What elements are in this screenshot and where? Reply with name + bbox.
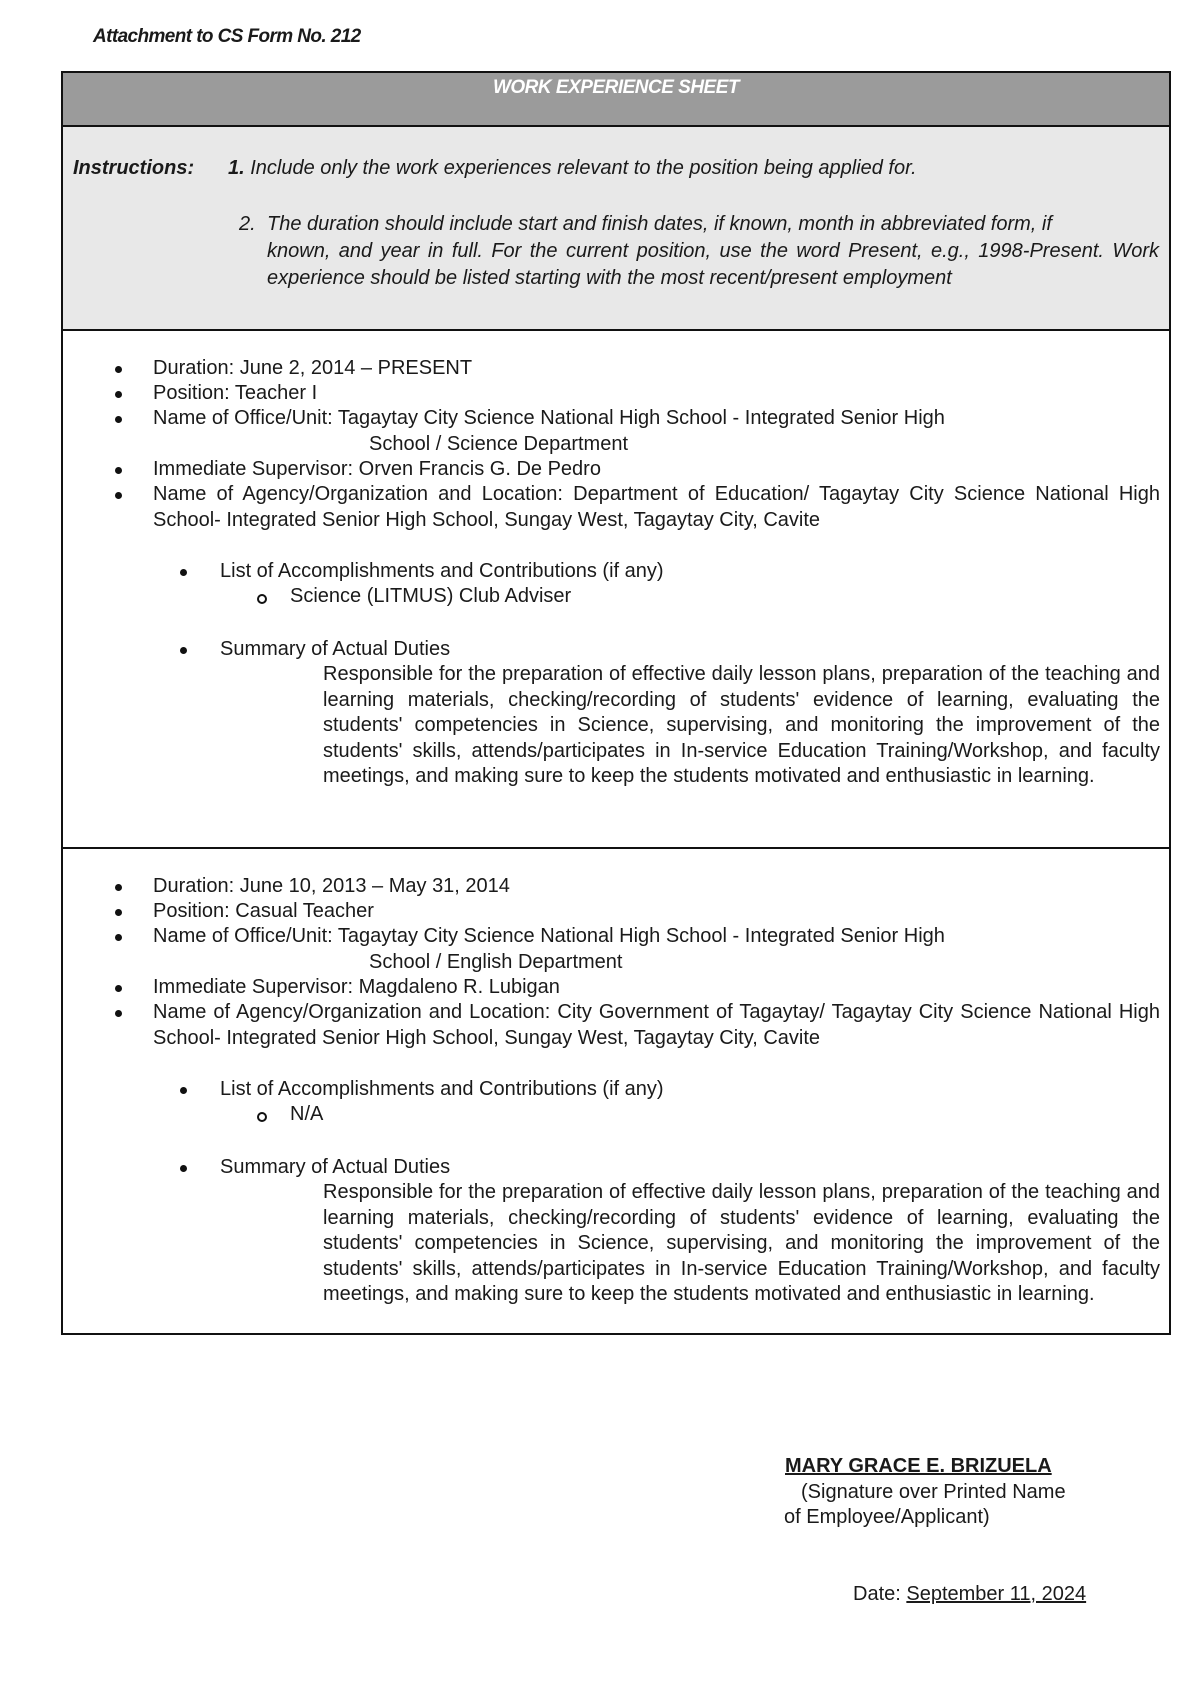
- bullet-icon: [115, 934, 122, 941]
- accomplishment-text: N/A: [290, 1103, 324, 1125]
- supervisor-text: Immediate Supervisor: Magdaleno R. Lubigan: [153, 976, 560, 998]
- instructions-label: Instructions:: [73, 157, 195, 179]
- entry-office: [153, 406, 1160, 457]
- bullet-icon: [115, 985, 122, 992]
- work-experience-sheet: [61, 71, 1171, 1335]
- accomplishments-label: List of Accomplishments and Contributions (if any): [220, 560, 664, 582]
- bullet-icon: [115, 416, 122, 423]
- duties-label: Summary of Actual Duties: [220, 638, 451, 660]
- bullet-icon: [115, 467, 122, 474]
- date-line: [853, 1583, 1086, 1606]
- bullet-icon: [180, 647, 187, 654]
- office-line-2: School / Science Department: [369, 432, 629, 455]
- office-line-1: Name of Office/Unit: Tagaytay City Science National High School - Integrated Senior High: [153, 925, 945, 947]
- duties-heading: [220, 637, 1160, 663]
- agency-text: Name of Agency/Organization and Location: Department of Education/ Tagaytay City Science National High School- Integrated Senior High School, Sungay West, Tagaytay City, Cavite: [153, 483, 1160, 531]
- signature-caption-line-2: of Employee/Applicant): [784, 1506, 990, 1528]
- duties-text: Responsible for the preparation of effective daily lesson plans, preparation of the teaching and learning materials, checking/recording of students' evidence of learning, evaluating the students' competencies in Science, supervising, and monitoring the improvement of the students' skills, attends/participates in In-service Education Training/Workshop, and faculty meetings, and making sure to keep the students motivated and enthusiastic in learning.: [323, 663, 1160, 787]
- bullet-icon: [180, 1087, 187, 1094]
- work-entry-1: [63, 331, 1169, 849]
- entry-position: [153, 899, 1160, 925]
- entry-agency: [153, 1000, 1160, 1051]
- accomplishment-item: [290, 584, 571, 610]
- instruction-item-1: [228, 157, 917, 180]
- entry-duration: [153, 874, 1160, 900]
- instruction-2-number: 2.: [239, 213, 256, 235]
- bullet-icon: [115, 492, 122, 499]
- duties-paragraph: [227, 662, 1160, 790]
- instruction-item-2: [239, 211, 1159, 292]
- accomplishments-heading: [220, 559, 1160, 585]
- attachment-reference: Attachment to CS Form No. 212: [93, 26, 361, 47]
- duties-heading: [220, 1155, 1160, 1181]
- entry-office: [153, 924, 1160, 975]
- sheet-title-bar: [63, 73, 1169, 127]
- bullet-icon: [115, 391, 122, 398]
- entry-supervisor: [153, 975, 1160, 1001]
- circle-bullet-icon: [257, 1112, 267, 1122]
- duration-text: Duration: June 2, 2014 – PRESENT: [153, 357, 473, 379]
- bullet-icon: [115, 909, 122, 916]
- office-line-1: Name of Office/Unit: Tagaytay City Science National High School - Integrated Senior High: [153, 407, 945, 429]
- bullet-icon: [115, 1010, 122, 1017]
- accomplishment-text: Science (LITMUS) Club Adviser: [290, 585, 572, 607]
- agency-text: Name of Agency/Organization and Location: City Government of Tagaytay/ Tagaytay City Science National High School- Integrated Senior High School, Sungay West, Tagaytay City, Cavite: [153, 1001, 1160, 1049]
- entry-supervisor: [153, 457, 1160, 483]
- work-entry-2: [63, 849, 1169, 1335]
- position-text: Position: Casual Teacher: [153, 900, 374, 922]
- bullet-icon: [115, 884, 122, 891]
- accomplishment-item: [290, 1102, 323, 1128]
- bullet-icon: [180, 1165, 187, 1172]
- sheet-title: WORK EXPERIENCE SHEET: [492, 77, 740, 98]
- accomplishments-label: List of Accomplishments and Contributions (if any): [220, 1078, 664, 1100]
- date-value: September 11, 2024: [906, 1583, 1087, 1605]
- entry-agency: [153, 482, 1160, 533]
- entry-duration: [153, 356, 1160, 382]
- office-line-2: School / English Department: [369, 950, 623, 973]
- circle-bullet-icon: [257, 594, 267, 604]
- supervisor-text: Immediate Supervisor: Orven Francis G. De Pedro: [153, 458, 601, 480]
- date-label: Date:: [853, 1583, 907, 1605]
- entry-position: [153, 381, 1160, 407]
- instruction-2-line1: The duration should include start and finish dates, if known, month in abbreviated form, if: [267, 213, 1052, 235]
- bullet-icon: [180, 569, 187, 576]
- instruction-2-rest: known, and year in full. For the current position, use the word Present, e.g., 1998-Present. Work experience should be listed starting with the most recent/present employment: [267, 240, 1159, 289]
- bullet-icon: [115, 366, 122, 373]
- duties-paragraph: [227, 1180, 1160, 1308]
- instructions-panel: [63, 127, 1169, 331]
- duration-text: Duration: June 10, 2013 – May 31, 2014: [153, 875, 510, 897]
- instruction-1-number: 1.: [228, 157, 245, 179]
- duties-label: Summary of Actual Duties: [220, 1156, 451, 1178]
- instruction-1-text: Include only the work experiences relevant to the position being applied for.: [250, 157, 917, 179]
- signature-caption-line-1: (Signature over Printed Name: [801, 1481, 1066, 1503]
- duties-text: Responsible for the preparation of effective daily lesson plans, preparation of the teaching and learning materials, checking/recording of students' evidence of learning, evaluating the students' competencies in Science, supervising, and monitoring the improvement of the students' skills, attends/participates in In-service Education Training/Workshop, and faculty meetings, and making sure to keep the students motivated and enthusiastic in learning.: [323, 1181, 1160, 1305]
- signatory-name: MARY GRACE E. BRIZUELA: [785, 1455, 1052, 1477]
- accomplishments-heading: [220, 1077, 1160, 1103]
- position-text: Position: Teacher I: [153, 382, 318, 404]
